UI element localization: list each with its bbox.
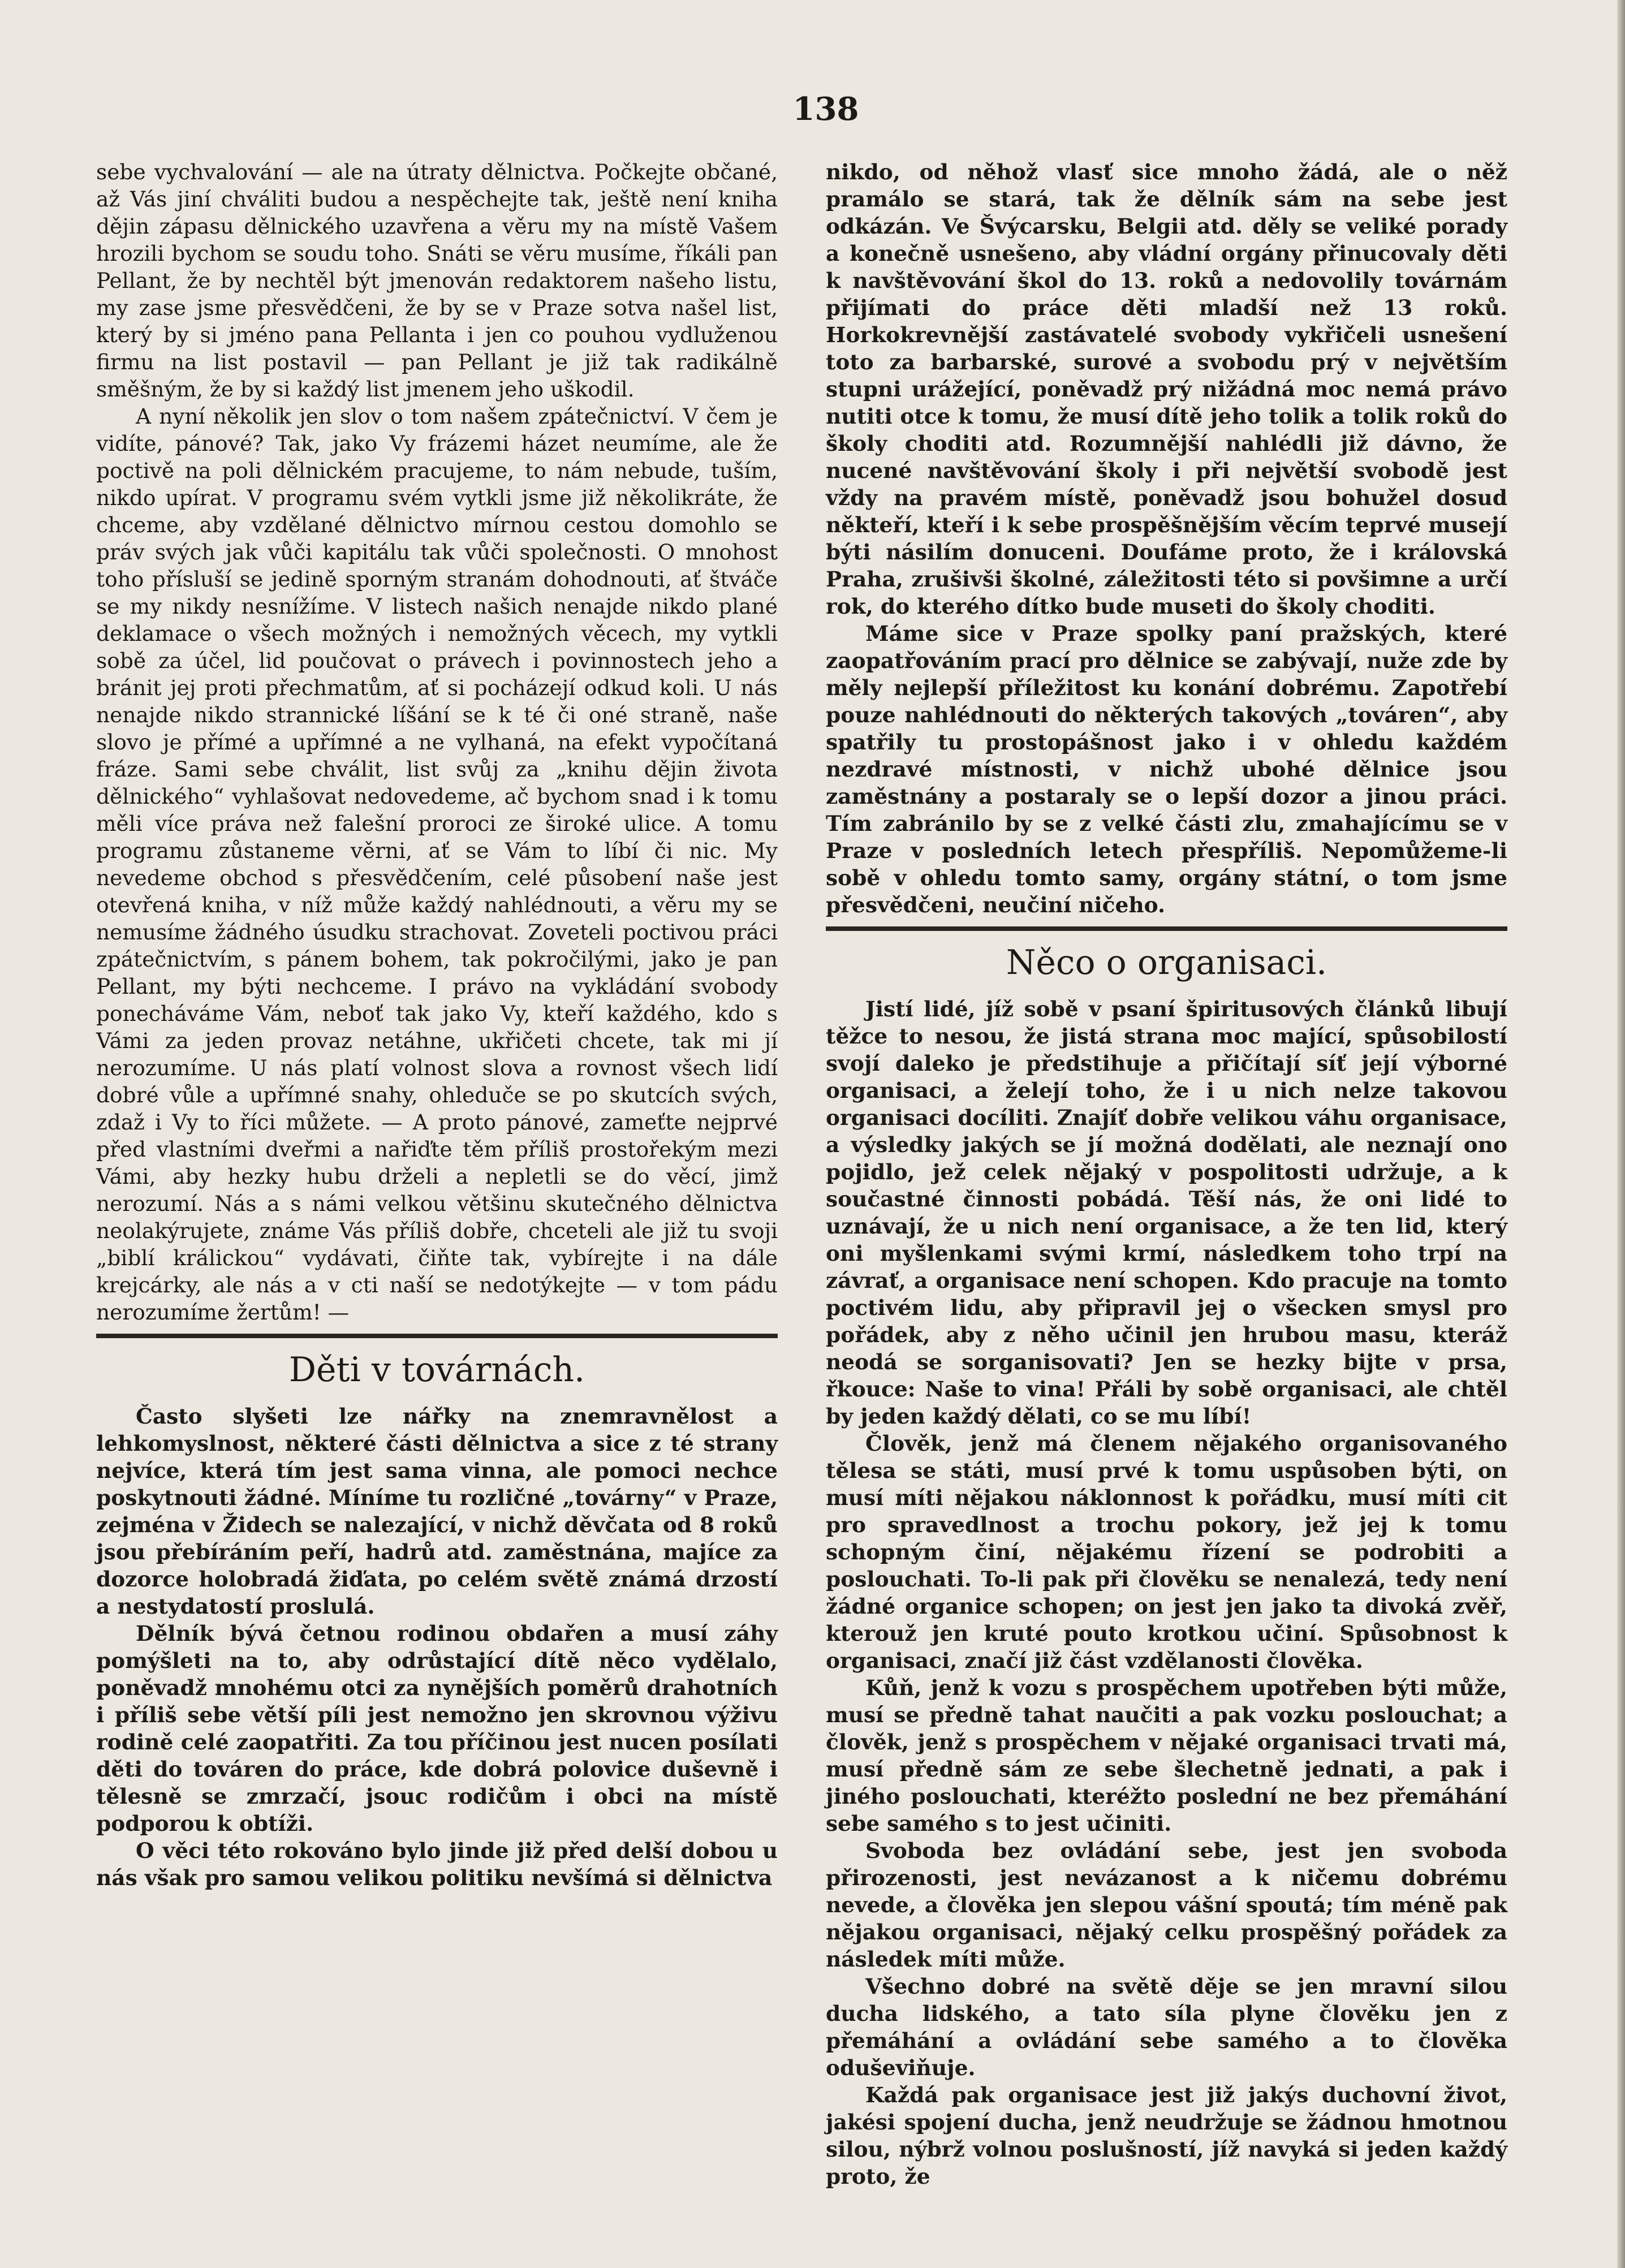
- paragraph: O věci této rokováno bylo jinde již před delší dobou u nás však pro samou velikou politiku nevšímá si dělnictva: [96, 1838, 778, 1890]
- paragraph: Všechno dobré na světě děje se jen mravní silou ducha lidského, a tato síla plyne člověku jen z přemáhání a ovládání sebe samého a to člověka oduševiňuje.: [826, 1974, 1507, 2080]
- paragraph: Kůň, jenž k vozu s prospěchem upotřeben býti může, musí se předně tahat naučiti a pak vozku poslouchat; a člověk, jenž s prospěchem v nějaké organisaci trvati má, musí předně sám ze sebe šlechetně jednati, a pak i jiného poslouchati, kteréžto poslední ne bez přemáhání sebe samého s to jest učiniti.: [826, 1675, 1507, 1836]
- paragraph: A nyní několik jen slov o tom našem zpátečnictví. V čem je vidíte, pánové? Tak, jako Vy frázemi házet neumíme, ale že poctivě na poli dělnickém pracujeme, to nám nebude, tuším, nikdo upírat. V programu svém vytkli jsme již několikráte, že chceme, aby vzdělané dělnictvo mírnou cestou domohlo se práv svých jak vůči kapitálu tak vůči společnosti. O mnohost toho přísluší se jedině sporným stranám dohodnouti, ať štváče se my nikdy nesnížíme. V listech našich nenajde nikdo plané deklamace o všech možných i nemožných věcech, my vytkli sobě za účel, lid poučovat o právech i povinnostech jeho a bránit jej proti přechmatům, ať si pocházejí odkud koli. U nás nenajde nikdo strannické líšání se k té či oné straně, naše slovo je přímé a upřímné a ne vylhaná, na efekt vypočítaná fráze. Sami sebe chválit, list svůj za „knihu dějin života dělnického“ vyhlašovat nedovedeme, ač bychom snad i k tomu měli více práva než falešní proroci ze široké ulice. A tomu programu zůstaneme věrni, ať se Vám to líbí či nic. My nevedeme obchod s přesvědčením, celé působení naše jest otevřená kniha, v níž může každý nahlédnouti, a věru my se nemusíme žádného úsudku strachovat. Zoveteli poctivou práci zpátečnictvím, s pánem bohem, tak pokročilými, jako je pan Pellant, my býti nechceme. I právo na vykládání svobody ponecháváme Vám, neboť tak jako Vy, kteří každého, kdo s Vámi za jeden provaz netáhne, ukřičeti chcete, tak mi jí nerozumíme. U nás platí volnost slova a rovnost všech lidí dobré vůle a upřímné snahy, ohleduče se po skutcích svých, zdaž i Vy to říci můžete. — A proto pánové, zameťte nejprvé před vlastními dveřmi a nařiďte těm příliš prostořekým mezi Vámi, aby hezky hubu drželi a nepletli se do věcí, jimž nerozumí. Nás a s námi velkou většinu skutečného dělnictva neolakýrujete, známe Vás příliš dobře, chceteli ale již tu svoji „biblí králickou“ vydávati, čiňte tak, vybírejte i na dále krejcárky, ale nás a v cti naší se nedotýkejte — v tom pádu nerozumíme žertům! —: [96, 404, 778, 1325]
- left-column: [96, 158, 778, 1891]
- section-divider: [826, 926, 1507, 931]
- section-body: [96, 1403, 778, 1891]
- right-column: [826, 158, 1507, 2190]
- paragraph: Jistí lidé, jíž sobě v psaní špiritusových článků libují těžce to nesou, že jistá strana moc mající, spůsobilostí svojí daleko je předstihuje a přičítají síť její výborné organisaci, a želejí toho, že i u nich nelze takovou organisaci docíliti. Znajíť dobře velikou váhu organisace, a výsledky jakých se jí možná dodělati, ale neznají ono pojidlo, jež celek nějaký v pospolitosti udržuje, a k součastné činnosti pobádá. Těší nás, že oni lidé to uznávají, že u nich není organisace, a že ten lid, který oni myšlenkami svými krmí, následkem toho trpí na závrať, a organisace není schopen. Kdo pracuje na tomto poctivém lidu, aby připravil jej o všecken smysl pro pořádek, aby z něho učinil jen hrubou masu, kteráž neodá se sorganisovati? Jen se hezky bijte v prsa, řkouce: Naše to vina! Přáli by sobě organisaci, ale chtěl by jeden každý dělati, co se mu líbí!: [826, 997, 1507, 1429]
- paragraph: nikdo, od něhož vlasť sice mnoho žádá, ale o něž pramálo se stará, tak že dělník sám na sebe jest odkázán. Ve Švýcarsku, Belgii atd. děly se veliké porady a konečně usnešeno, aby vládní orgány přinucovaly děti k navštěvování škol do 13. roků a nedovolily továrnám přijímati do práce děti mladší než 13 roků. Horkokrevnější zastávatelé svobody vykřičeli usnešení toto za barbarské, surové a svobodu prý v největším stupni urážející, poněvadž prý nižádná moc nemá právo nutiti otce k tomu, že musí dítě jeho tolik a tolik roků do školy choditi atd. Rozumnější nahlédli již dávno, že nucené navštěvování školy i při největší svobodě jest vždy na pravém místě, poněvadž jsou bohužel dosud někteří, kteří i k sebe prospěšnějším věcím teprvé musejí býti násilím donuceni. Doufáme proto, že i královská Praha, zrušivši školné, záležitosti této si povšimne a určí rok, do kterého dítko bude museti do školy choditi.: [826, 159, 1507, 619]
- section-heading-children-in-factories: Děti v továrnách.: [288, 1350, 585, 1390]
- paragraph: sebe vychvalování — ale na útraty dělnictva. Počkejte občané, až Vás jiní chváliti budou a nespěchejte tak, ještě není kniha dějin zápasu dělnického uzavřena a věru my na místě Vašem hrozili bychom se soudu toho. Snáti se věru musíme, říkáli pan Pellant, že by nechtěl být jmenován redaktorem našeho listu, my zase jsme přesvědčeni, že by se v Praze sotva našel list, který by si jméno pana Pellanta i jen co pouhou vydluženou firmu na list postavil — pan Pellant je již tak radikálně směšným, že by si každý list jmenem jeho uškodil.: [96, 159, 778, 402]
- section-heading-organisation: Něco o organisaci.: [1006, 943, 1327, 982]
- paragraph: Máme sice v Praze spolky paní pražských, které zaopatřováním prací pro dělnice se zabývají, nuže zde by měly nejlepší příležitost ku konání dobrému. Zapotřebí pouze nahlédnouti do některých takových „továren“, aby spatřily tu prostopášnost jako i v ohledu každém nezdravé místnosti, v nichž ubohé dělnice jsou zaměstnány a postaraly se o lepší dozor a jinou práci. Tím zabránilo by se z velké části zlu, zmahajícímu se v Praze v posledních letech přespříliš. Nepomůžeme-li sobě v ohledu tomto samy, orgány státní, o tom jsme přesvědčeni, neučiní ničeho.: [826, 621, 1507, 917]
- paragraph: Člověk, jenž má členem nějakého organisovaného tělesa se státi, musí prvé k tomu uspůsoben býti, on musí míti nějakou náklonnost k pořádku, musí míti cit pro spravedlnost a trochu pokory, jež jej k tomu schopným činí, nějakému řízení se podrobiti a poslouchati. To-li pak při člověku se nenalezá, tedy není žádné organice schopen; on jest jen jako ta divoká zvěř, kterouž jen kruté pouto krotkou učiní. Spůsobnost k organisaci, značí již část vzdělanosti člověka.: [826, 1431, 1507, 1673]
- paragraph: Svoboda bez ovládání sebe, jest jen svoboda přirozenosti, jest nevázanost a k ničemu dobrému nevede, a člověka jen slepou vášní spoutá; tím méně pak nějakou organisaci, nějaký celku prospěšný pořádek za následek míti může.: [826, 1838, 1507, 1972]
- section-divider: [96, 1334, 778, 1338]
- page-number: 138: [792, 90, 859, 128]
- paragraph: Dělník bývá četnou rodinou obdařen a musí záhy pomýšleti na to, aby odrůstající dítě něco vydělalo, poněvadž mnohému otci za nynějších poměrů drahotních i příliš sebe větší píli jest nemožno jen skrovnou výživu rodině celé zaopatřiti. Za tou příčinou jest nucen posílati děti do továren do práce, kde dobrá polovice duševně i tělesně se zmrzačí, jsouc rodičům i obci na místě podporou k obtíži.: [96, 1621, 778, 1836]
- scan-edge: [1617, 0, 1625, 2268]
- paragraph: Často slyšeti lze nářky na znemravnělost a lehkomyslnost, některé části dělnictva a sice z té strany nejvíce, která tím jest sama vinna, ale pomoci nechce poskytnouti žádné. Míníme tu rozličné „továrny“ v Praze, zejména v Židech se nalezající, v nichž děvčata od 8 roků jsou přebíráním peří, hadrů atd. zaměstnána, majíce za dozorce holobradá žiďata, po celém světě známá drzostí a nestydatostí proslulá.: [96, 1404, 778, 1619]
- paragraph: Každá pak organisace jest již jakýs duchovní život, jakési spojení ducha, jenž neudržuje se žádnou hmotnou silou, nýbrž volnou poslušností, jíž navyká si jeden každý proto, že: [826, 2082, 1507, 2189]
